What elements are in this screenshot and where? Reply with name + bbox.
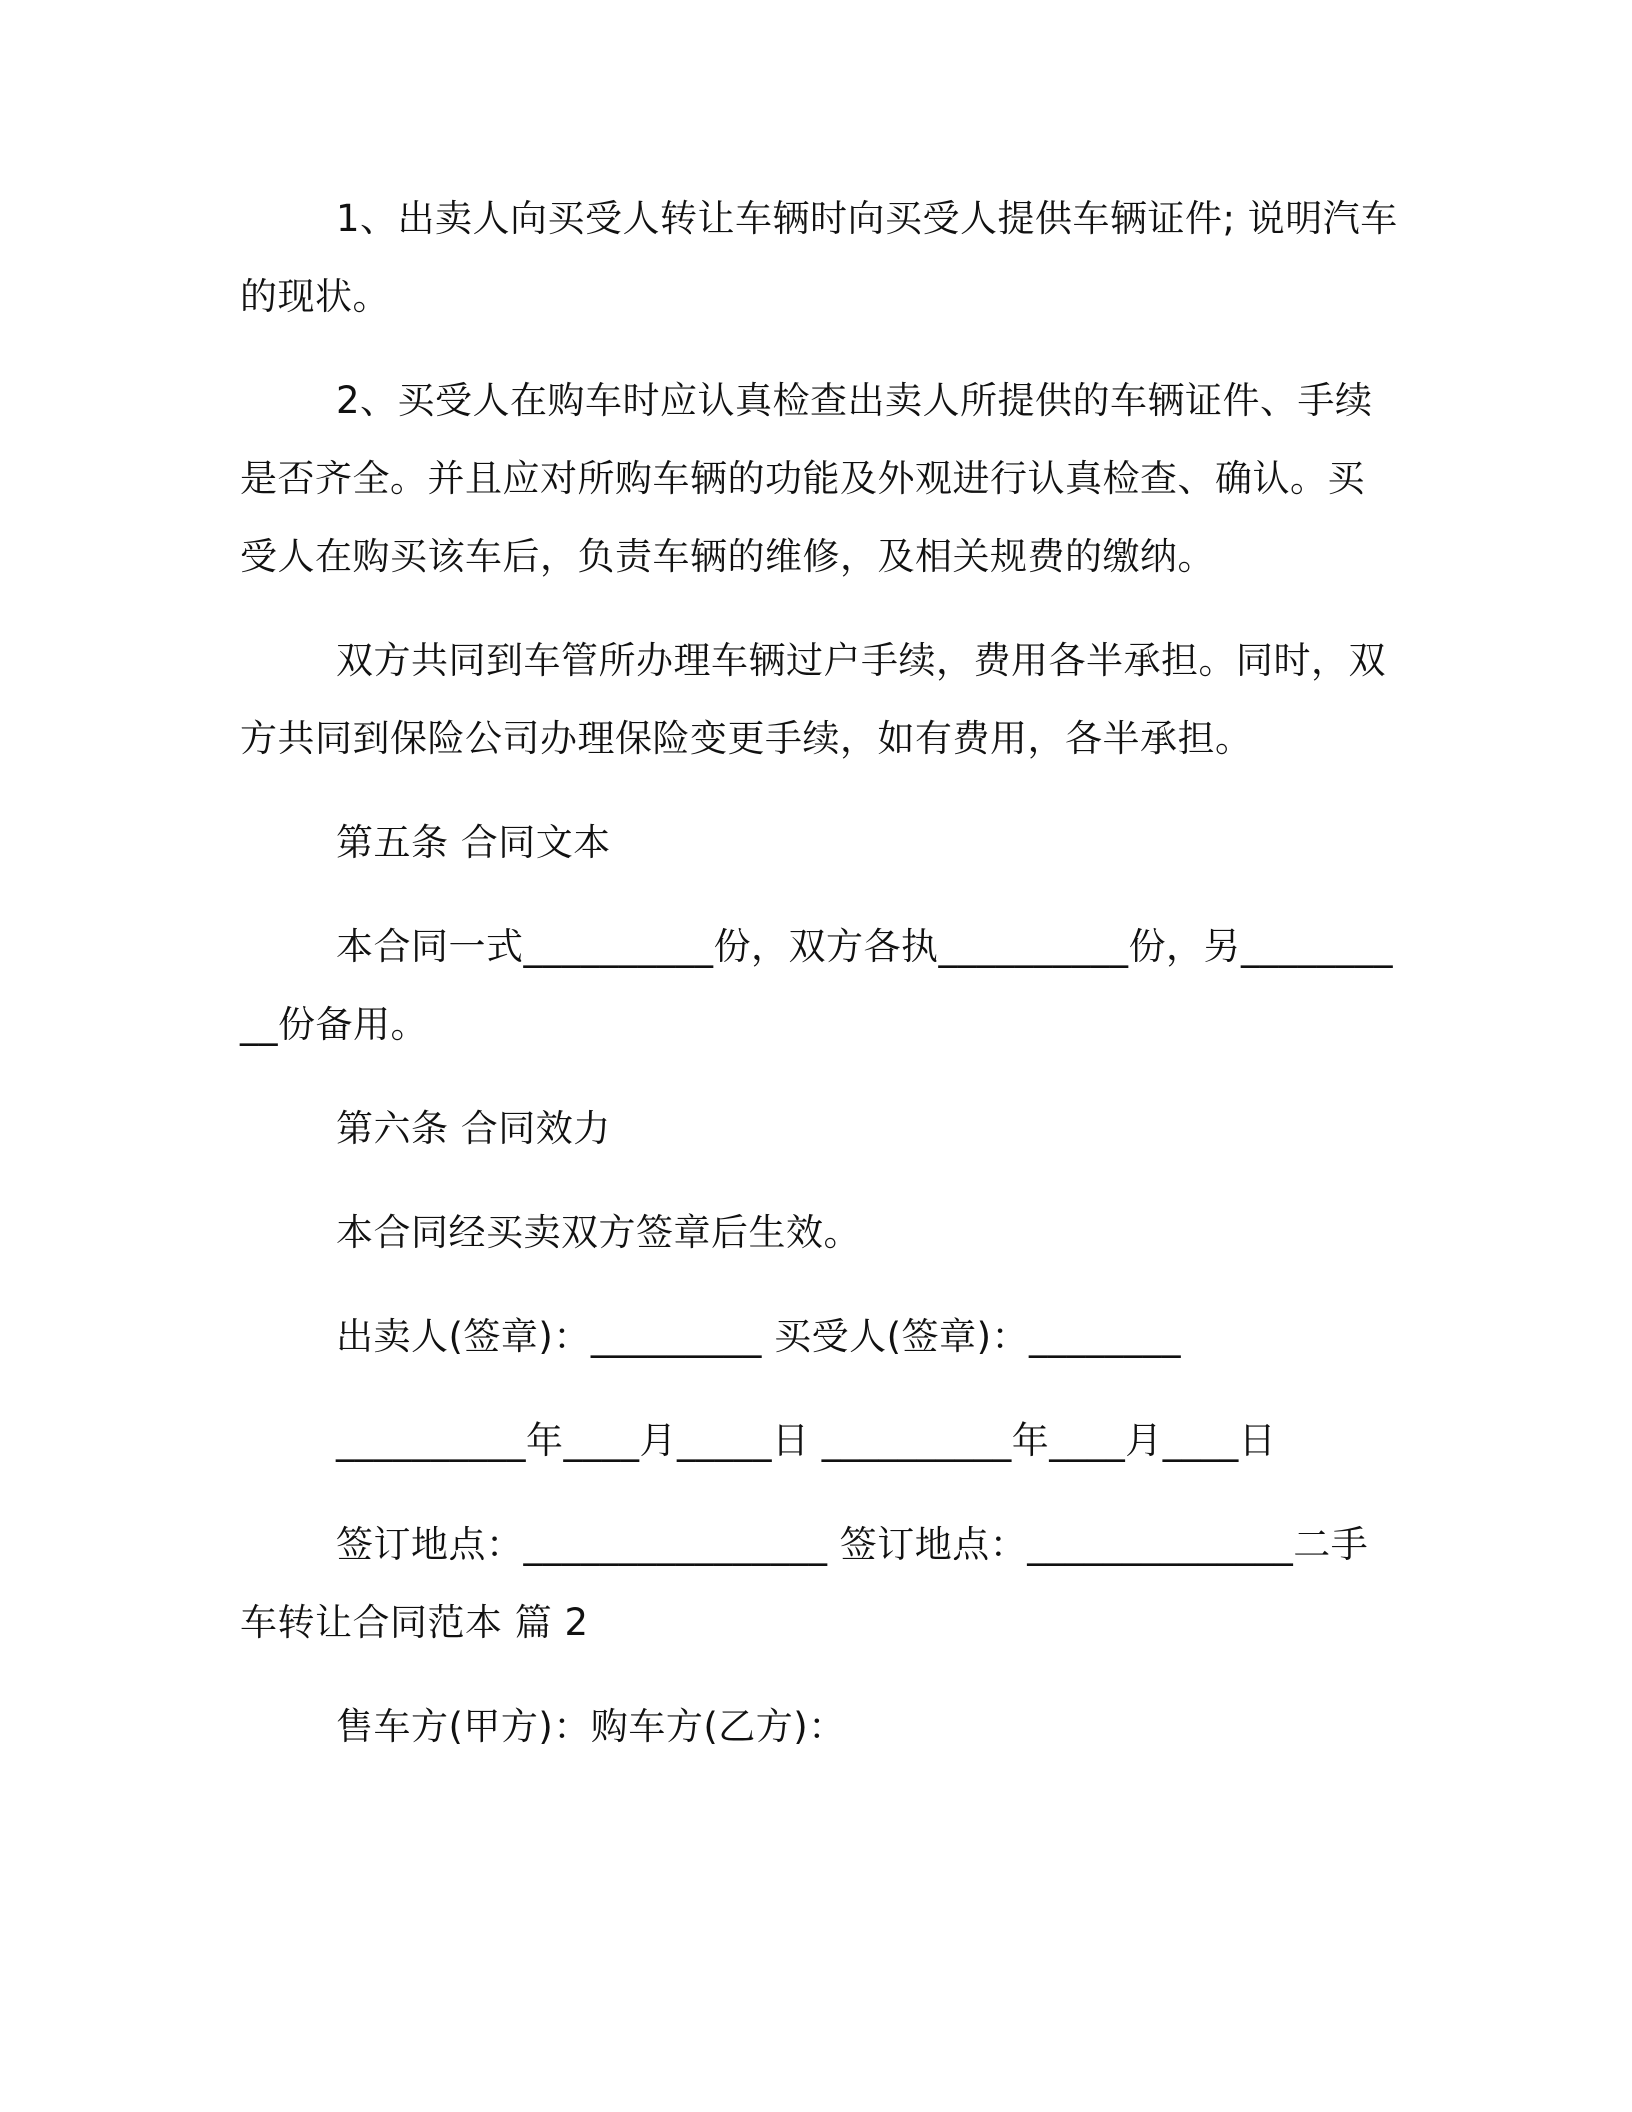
clause-1-seller-duty: 1、出卖人向买受人转让车辆时向买受人提供车辆证件; 说明汽车的现状。: [240, 197, 1398, 318]
parties-line: 售车方(甲方)：购车方(乙方)：: [336, 1705, 846, 1748]
article-5-heading: 第五条 合同文本: [336, 821, 611, 864]
date-line: __________年____月_____日 __________年____月____日: [336, 1419, 1277, 1462]
effectiveness-paragraph: 本合同经买卖双方签章后生效。: [336, 1211, 861, 1254]
signature-line: 出卖人(签章)：_________ 买受人(签章)：________: [336, 1315, 1182, 1358]
signing-place-line: 签订地点：________________ 签订地点：______________二手车转让合同范本 篇 2: [240, 1523, 1369, 1644]
clause-2-buyer-duty: 2、买受人在购车时应认真检查出卖人所提供的车辆证件、手续是否齐全。并且应对所购车辆的功能及外观进行认真检查、确认。买受人在购买该车后，负责车辆的维修，及相关规费的缴纳。: [240, 379, 1373, 578]
article-6-heading: 第六条 合同效力: [336, 1107, 611, 1150]
transfer-procedure-paragraph: 双方共同到车管所办理车辆过户手续，费用各半承担。同时，双方共同到保险公司办理保险变更手续，如有费用，各半承担。: [240, 639, 1386, 760]
contract-copies-paragraph: 本合同一式__________份，双方各执__________份，另__________份备用。: [240, 925, 1393, 1046]
